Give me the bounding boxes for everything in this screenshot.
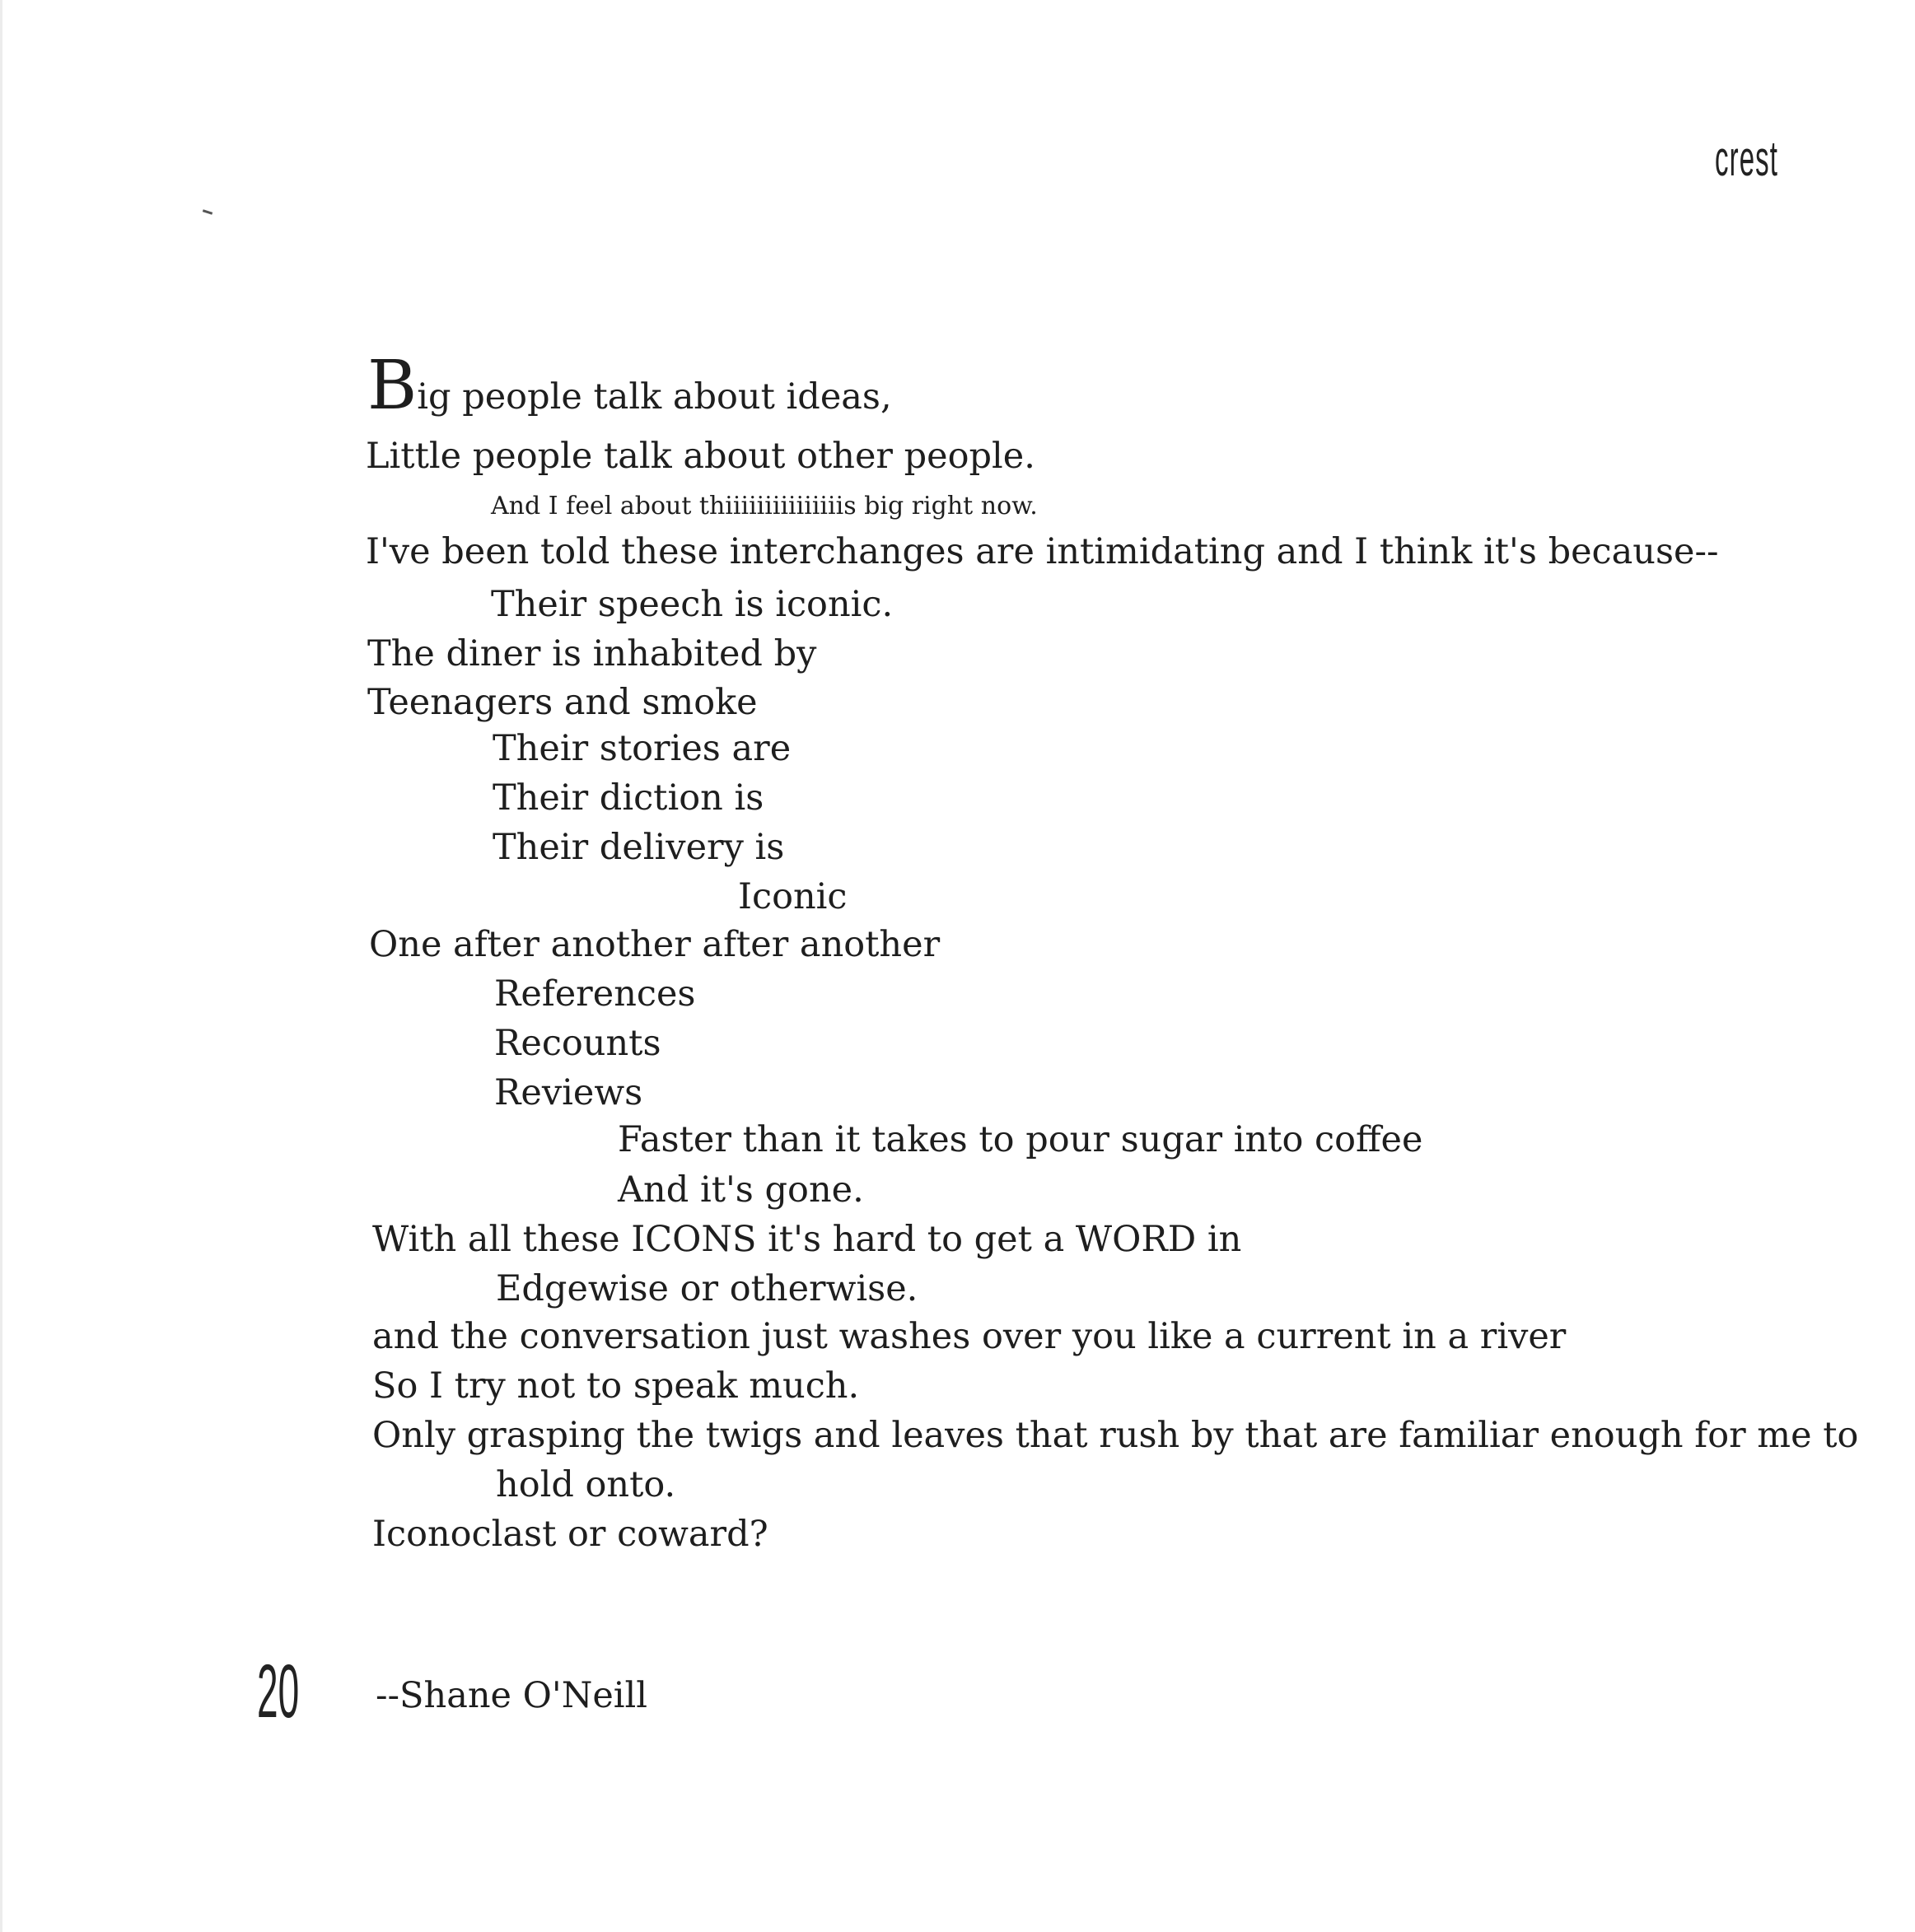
- poem-line: Their speech is iconic.: [491, 584, 894, 625]
- poem-line: Recounts: [494, 1023, 661, 1064]
- poem-line: hold onto.: [496, 1464, 676, 1505]
- poem-line: Their stories are: [493, 728, 792, 769]
- poem-line: Edgewise or otherwise.: [496, 1268, 918, 1309]
- poem-line: Their delivery is: [493, 827, 785, 868]
- poem-line: Teenagers and smoke: [367, 682, 758, 723]
- poem-line: Faster than it takes to pour sugar into coffee: [618, 1119, 1423, 1160]
- poem-line: One after another after another: [369, 924, 941, 965]
- author-byline: --Shane O'Neill: [376, 1675, 648, 1716]
- poem-line-first: [367, 347, 892, 425]
- poem-line: Iconic: [738, 876, 848, 917]
- poem-line: So I try not to speak much.: [372, 1365, 860, 1407]
- poem-line: Their diction is: [493, 777, 764, 819]
- poem-line: Little people talk about other people.: [366, 436, 1035, 477]
- poem-line: Iconoclast or coward?: [372, 1514, 768, 1555]
- first-line-text: ig people talk about ideas,: [417, 376, 892, 418]
- poem-line: And it's gone.: [618, 1169, 864, 1211]
- poem-line: I've been told these interchanges are intimidating and I think it's because--: [366, 531, 1719, 572]
- poem-line: And I feel about thiiiiiiiiiiiiiiis big right now.: [491, 492, 1038, 520]
- page-number: 20: [257, 1650, 300, 1734]
- poem-line: References: [494, 973, 696, 1015]
- drop-cap-initial: B: [367, 347, 418, 425]
- poem-line: The diner is inhabited by: [367, 633, 817, 674]
- poem-line: Reviews: [494, 1072, 643, 1113]
- page-edge-shadow: [0, 0, 2, 1932]
- magazine-header-title: crest: [1714, 131, 1778, 186]
- poem-line: and the conversation just washes over you like a current in a river: [372, 1316, 1567, 1357]
- poem-line: Only grasping the twigs and leaves that rush by that are familiar enough for me to: [372, 1415, 1859, 1456]
- poem-line: With all these ICONS it's hard to get a WORD in: [372, 1219, 1242, 1260]
- stray-mark: [203, 209, 213, 215]
